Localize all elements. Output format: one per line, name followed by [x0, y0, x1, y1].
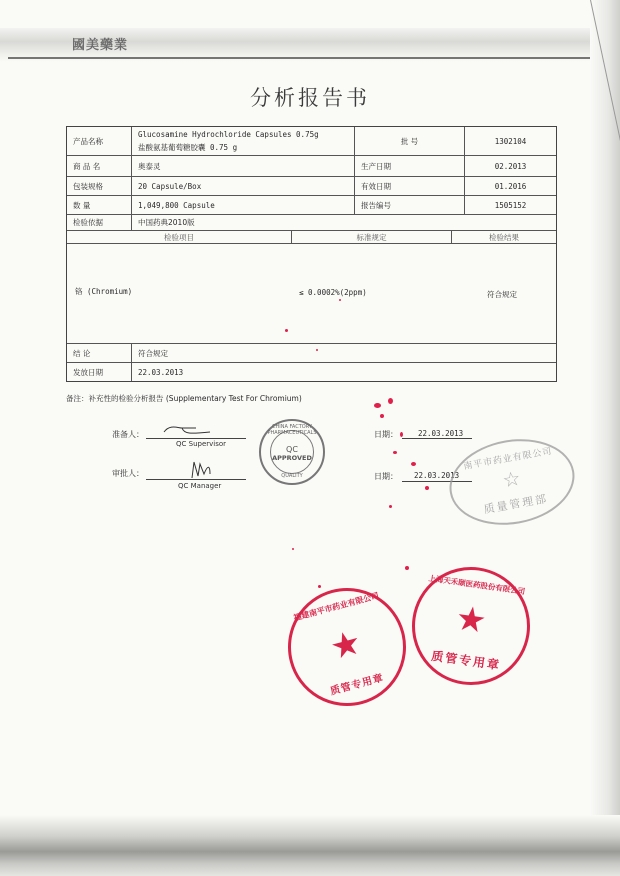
qc-text: QC: [286, 445, 298, 454]
ink-spot: [405, 566, 409, 570]
ink-spot: [388, 398, 393, 404]
label-batch-no: 批 号: [355, 127, 465, 155]
label-test-basis: 检验依据: [67, 215, 132, 230]
ink-spot: [380, 414, 384, 418]
ink-spot: [374, 403, 381, 408]
qc-approved-text: APPROVED: [272, 454, 312, 462]
header-rule: [8, 57, 620, 59]
ink-spot: [389, 505, 392, 508]
analysis-table: [66, 126, 557, 382]
table-row: [67, 177, 556, 196]
scan-shadow-right: [590, 0, 620, 876]
ink-spot: [318, 585, 321, 588]
value-manufacture-date: 02.2013: [494, 161, 527, 171]
header-standard: 标准规定: [292, 231, 452, 243]
approved-signature: [186, 458, 216, 480]
remark: 备注：补充性的检验分析报告 (Supplementary Test For Chromium): [66, 394, 302, 403]
quality-dept-stamp-top-text: 南平市药业有限公司: [462, 446, 554, 473]
header-test-item: 检验项目: [67, 231, 292, 243]
value-expiry-date: 01.2016: [494, 181, 527, 191]
qc-ring-bottom-text: QUALITY: [281, 473, 303, 479]
page-title: 分析报告书: [250, 86, 370, 110]
product-name-en: Glucosamine Hydrochloride Capsules 0.75g: [138, 129, 319, 139]
label-manufacture-date: 生产日期: [355, 156, 465, 176]
value-conclusion: 符合规定: [138, 348, 168, 358]
quality-dept-star-icon: ☆: [500, 465, 523, 493]
prepared-signature-line: [146, 438, 246, 439]
table-row: [67, 363, 556, 381]
ink-spot: [425, 486, 429, 490]
quality-dept-stamp-bottom-text: 质量管理部: [482, 492, 550, 517]
test-header-row: [67, 231, 556, 244]
red-seal-left-ring-text: 福建南平市药业有限公司: [292, 591, 380, 623]
test-result: 符合规定: [487, 290, 517, 299]
table-row: [67, 196, 556, 215]
date-value-1: 22.03.2013: [418, 429, 464, 438]
test-standard: ≤ 0.0002%(2ppm): [299, 288, 367, 297]
date-label-1: 日期：: [374, 430, 398, 439]
prepared-role: QC Supervisor: [176, 440, 227, 448]
label-conclusion: 结 论: [67, 344, 132, 362]
ink-spot: [292, 548, 294, 550]
approved-role: QC Manager: [178, 482, 222, 490]
date-line-1: [402, 438, 472, 439]
value-quantity: 1,049,800 Capsule: [132, 196, 355, 214]
red-seal-left-side-text: 质管专用章: [329, 672, 386, 698]
red-seal-right-ring-text: 上海天禾颐医药股份有限公司: [427, 573, 526, 597]
qc-ring-text: CHINA FACTORY PHARMACEUTICALS: [267, 424, 317, 436]
value-batch-no: 1302104: [494, 136, 527, 146]
value-trade-name: 奥泰灵: [132, 156, 355, 176]
ink-spot: [393, 451, 397, 454]
value-product-name: [132, 127, 355, 155]
red-seal-left-star-icon: ★: [325, 622, 366, 669]
value-test-basis: 中国药典2010版: [138, 218, 195, 227]
red-seal-right-star-icon: ★: [453, 598, 489, 642]
ink-spot: [339, 299, 341, 301]
product-name-cn: 盐酸氨基葡萄糖胶囊 0.75 g: [138, 142, 238, 152]
prepared-signature: [160, 422, 220, 438]
label-trade-name: 商 品 名: [67, 156, 132, 176]
ink-spot: [316, 349, 318, 351]
red-company-seal-right: [404, 559, 537, 692]
value-issue-date: 22.03.2013: [138, 367, 184, 377]
ink-spot: [285, 329, 288, 332]
approved-label: 审批人：: [112, 469, 144, 478]
qc-approved-stamp: [259, 419, 325, 485]
quality-dept-stamp: [443, 430, 582, 535]
value-package: 20 Capsule/Box: [132, 177, 355, 195]
label-quantity: 数 量: [67, 196, 132, 214]
table-row: [67, 127, 556, 156]
scan-shadow-bottom: [0, 815, 620, 876]
red-seal-right-bottom-text: 质管专用章: [430, 648, 502, 673]
label-report-no: 报告编号: [355, 196, 465, 214]
date-label-2: 日期：: [374, 472, 398, 481]
label-expiry-date: 有效日期: [355, 177, 465, 195]
ink-spot: [400, 432, 403, 437]
table-row: [67, 344, 556, 363]
header-result: 检验结果: [489, 232, 519, 242]
table-row: [67, 156, 556, 177]
test-item: 铬 (Chromium): [75, 287, 133, 296]
label-issue-date: 发放日期: [67, 363, 132, 381]
date-value-2: 22.03.2013: [414, 471, 460, 480]
ink-spot: [411, 462, 416, 466]
value-report-no: 1505152: [494, 200, 527, 210]
table-row: [67, 215, 556, 231]
red-company-seal-left: [275, 575, 420, 720]
prepared-label: 准备人：: [112, 430, 144, 439]
label-product-name: 产品名称: [67, 127, 132, 155]
test-body-row: [67, 244, 556, 344]
label-package: 包装规格: [67, 177, 132, 195]
company-logo: 國美藥業: [72, 38, 129, 53]
